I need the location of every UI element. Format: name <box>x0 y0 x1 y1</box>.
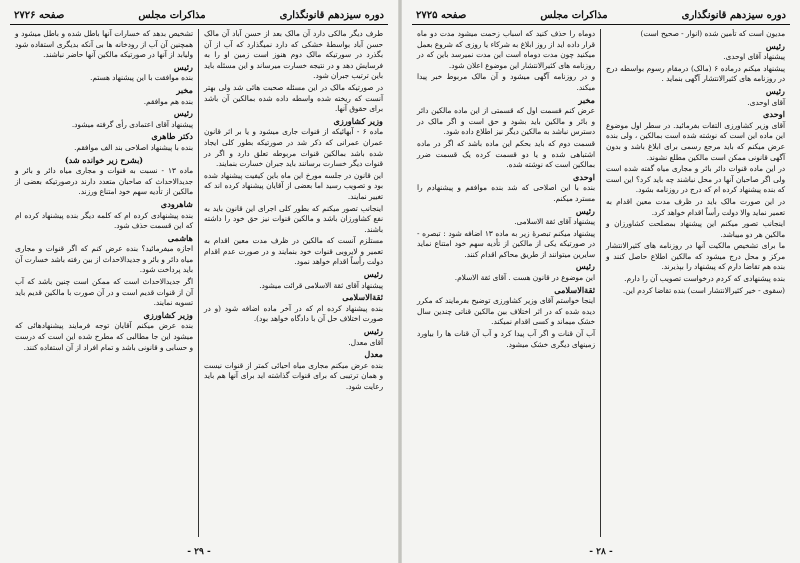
paragraph: مستلزم آنست که مالکین در ظرف مدت معین اقدام به تعمیر و لایروبی قنوات خود بنمایند و در صورت عدم اقدام دولت رأساً اقدام خواهد نمود. <box>204 236 383 267</box>
speaker-name: رئیس <box>765 40 785 51</box>
speaker-name: رئیس <box>575 205 595 216</box>
speaker-name: اوحدی <box>573 171 595 182</box>
paragraph: بنده با پیشنهاد اصلاحی بند الف موافقم. <box>74 142 193 152</box>
paragraph: (سقوی - خیر کثیرالانتشار است) بنده تقاضا کردم این. <box>622 285 785 295</box>
paragraph: بنده هم موافقم. <box>143 96 193 106</box>
paragraph: طرف دیگر مالکی دارد آن مالک بعد از حسن آباد آن مالک حسن آباد بواسطهٔ خشکی که دارد نمیگذارد که آب از آن بگذرد در سورتیکه مالک دوم هنوز است زمین او را به فرسایش دهد و در نتیجه خسارت میرساند و این مسئله باید باین ترتیب جبران شود. <box>204 29 383 81</box>
paragraph: ما برای تشخیص مالکیت آنها در روزنامه های کثیرالانتشار مرکز و محل درج میشود که مالکین اطلاع حاصل کنند و بنده هم تقاضا دارم که پیشنهاد را بپذیرند. <box>606 241 785 272</box>
paragraph: پیشنهاد میکنم درماده ۶ (مالک) درمقام رسوم بواسطه درج در روزنامه های کثیرالانتشار آگهی بنماید . <box>606 63 785 84</box>
speaker-name: ثقةالاسلامی <box>554 284 595 295</box>
paragraph: عرض کنم قسمت اول که قسمتی از این ماده مالکین دائر و بائر و مالکین باید بشود و حق است و اگر مالک در دسترس نباشد به مالکین دیگر نیز اطلاع داده شود. <box>417 106 595 137</box>
right-page-columns <box>412 29 790 537</box>
paragraph: اجازه میفرمائید؟ بنده عرض کنم که اگر قنوات و مجاری میاه دائر و بائر و جدیدالاحداث از بین رفته باشد خسارت آن باید پرداخت شود. <box>15 244 193 275</box>
paragraph: در صورتیکه مالک در این مسئله صحبت هائی شد ولی بهتر آنست که ریخته شده واسطه داده شده بمالکین آن باشد برای حقوق آنها. <box>204 82 383 114</box>
paragraph: پیشنهاد آقای ثقة الاسلامی قرائت میشود. <box>259 280 383 290</box>
paragraph: اگر جدیدالاحداث است که ممکن است چنین باشد که آب آن از قنوات قدیم است و در آن صورت با مالکین قدیم باید تسویه نمایند. <box>15 277 193 308</box>
speaker-name: وزیر کشاورزی <box>333 115 383 126</box>
paragraph: ماده ۶ - آبهائیکه از قنوات جاری میشود و یا بر اثر قانون عمران عمرانی که ذکر شد در صورتیکه بطور کلی ایجاد شده باشد بمالکین قنوات مربوطه تعلق دارد و اگر در قنوات دیگر خسارت برسانند باید جبران خسارت بنمایند. <box>204 127 383 169</box>
left-page-column-right <box>199 29 388 537</box>
paragraph: این موضوع در قانون هست . آقای ثقة الاسلام. <box>454 273 595 283</box>
paragraph: این قانون در جلسه مورخ این ماه باین کیفیت پیشنهاد شده بود و تصویب رسید اما بعضی از آقایان پیشنهاد کرده اند که تغییر نمایند. <box>204 170 383 201</box>
speaker-name: مخبر <box>176 84 193 95</box>
left-page-columns <box>10 29 388 537</box>
paragraph: قسمت دوم که باید بحکم این ماده باشد که اگر در ماده اشتباهی شده و یا دو قسمت کرده یک قسمت ضرر بمالکین است که نوشته شده. <box>417 138 595 170</box>
right-page-title: مذاکرات مجلس <box>540 9 608 21</box>
paragraph: پیشنهاد میکنم تبصرهٔ زیر به ماده ۱۳ اضافه شود : تبصره - در صورتیکه یکی از مالکین از تأدیه سهم خود امتناع نماید سایرین میتوانند از طریق محاکم اقدام کنند. <box>417 228 595 259</box>
speaker-name: هاشمی <box>167 232 193 243</box>
speaker-name: دکتر طاهری <box>151 131 193 142</box>
right-session-label: دوره سیزدهم قانونگذاری <box>681 9 786 21</box>
paragraph: ماده ۱۳ - نسبت به قنوات و مجاری میاه دائر و بائر و جدیدالاحداث که صاحبان متعدد دارند درصورتیکه بعضی از مالکین از تأدیه سهم خود امتناع ورزند. <box>15 166 194 197</box>
left-page <box>0 0 398 563</box>
speaker-name: رئیس <box>363 326 383 337</box>
right-page-header <box>412 6 790 25</box>
paragraph: تشخیص بدهد که خسارات آنها باطل شده و باطل میشود و همچنین آن آب از رودخانه ها بی آنکه بدیگری استفاده شود ولیابد از آنها در صورتیکه مالکین آنها حاضر نباشند. <box>15 29 193 60</box>
right-page-column-right <box>601 29 790 537</box>
speaker-name: رئیس <box>575 261 595 272</box>
speaker-name: مخبر <box>578 94 595 105</box>
paragraph: بنده پیشنهادی که کردم درخواست تصویب آن را دارم. <box>624 274 785 284</box>
paragraph: دوماه را حذف کنید که اسباب زحمت میشود مدت دو ماه قرار داده اید از روز ابلاغ به شرکاء یا روزی که شروع بعمل میکنید چون مدت دوماه است این مدت نمیرسد باین که در روزنامه های کثیرالانتشار این موضوع اعلان شود. <box>417 29 595 70</box>
centered-note: (بشرح زیر خوانده شد) <box>64 154 144 165</box>
paragraph: اینجا خواستم آقای وزیر کشاورزی توضیح بفرمایند که مکرر دیده شده که در اثر اختلاف بین مالکین قناتی چندین سال خشک میماند و کسی اقدام نمیکند. <box>417 296 595 327</box>
right-page <box>402 0 800 563</box>
paragraph: بنده با این اصلاحی که شد بنده موافقم و پیشنهادم را مسترد میکنم. <box>417 183 595 203</box>
right-page-number: صفحه ۲۷۲۵ <box>416 9 467 21</box>
paragraph: مدیون است که تأمین شده (انوار - صحیح است) <box>640 29 785 38</box>
left-page-title: مذاکرات مجلس <box>138 9 206 21</box>
speaker-name: رئیس <box>173 61 193 72</box>
speaker-name: رئیس <box>363 269 383 280</box>
speaker-name: اوحدی <box>763 109 785 120</box>
right-page-column-left <box>412 29 601 537</box>
right-page-footer: - ۲۸ - <box>589 547 613 557</box>
left-page-footer: - ۲۹ - <box>187 547 211 557</box>
paragraph: در این ماده قنوات دائر بائر و مجاری میاه گفته شده است ولی اگر صاحبان آنها در محل نباشند چه باید کرد؟ این است که بنده پیشنهاد کرده ام که درج در روزنامه بشود. <box>606 164 785 195</box>
paragraph: پیشنهاد آقای اعتمادی رأی گرفته میشود. <box>71 119 193 129</box>
left-page-number: صفحه ۲۷۲۶ <box>14 9 65 21</box>
speaker-name: رئیس <box>765 85 785 96</box>
paragraph: و در روزنامه آگهی میشود و آن مالک مربوط خبر پیدا میکند. <box>417 72 595 92</box>
paragraph: بنده پیشنهادی کرده ام که کلمه دیگر بنده پیشنهاد کرده ام که این قسمت حذف شود. <box>15 210 193 231</box>
left-page-header <box>10 6 388 25</box>
paragraph: پیشنهاد آقای اوحدی. <box>723 52 785 62</box>
paragraph: بنده عرض میکنم آقایان توجه فرمایند پیشنهادهائی که میشود این جا مطالبی که مطرح شده این است که درست و حسابی و قانونی باشد و تمام افراد از آن استفاده کنند. <box>15 321 193 352</box>
paragraph: آقای معدل. <box>348 337 383 347</box>
paragraph: پیشنهاد آقای ثقة الاسلامی. <box>514 217 595 227</box>
paragraph: در این صورت مالک باید در ظرف مدت معین اقدام به تعمیر نماید والا دولت رأساً اقدام خواهد کرد. <box>606 196 785 217</box>
left-page-column-left <box>10 29 199 537</box>
speaker-name: ثقةالاسلامی <box>342 292 383 303</box>
speaker-name: معدل <box>364 349 383 360</box>
paragraph: آقای اوحدی. <box>747 97 785 107</box>
paragraph: آب آن قنات و اگر آب پیدا کرد و آب آن قنات ها را بیاورد زمینهای دیگری خشک میشود. <box>417 329 595 349</box>
speaker-name: شاهرودی <box>160 198 193 209</box>
paragraph: اینجانب تصور میکنم این پیشنهاد بمصلحت کشاورزان و مالکین هر دو میباشد. <box>606 219 785 239</box>
speaker-name: رئیس <box>173 108 193 119</box>
paragraph: آقای وزیر کشاورزی التفات بفرمائید. در سطر اول موضوع این ماده این است که نوشته شده است بمالکین ، ولی بنده عرض میکنم که باید مرجع رسمی برای ابلاغ باشد و بدون آگهی قانونی ممکن است مالکین مطلع نشوند. <box>606 120 785 162</box>
speaker-name: وزیر کشاورزی <box>143 309 193 320</box>
paragraph: بنده پیشنهاد کرده ام که در آخر ماده اضافه شود (و در صورت اختلاف حل آن با دادگاه خواهد بود). <box>204 303 383 324</box>
paragraph: بنده موافقت با این پیشنهاد هستم. <box>90 73 193 83</box>
left-session-label: دوره سیزدهم قانونگذاری <box>279 9 384 21</box>
paragraph: اینجانب تصور میکنم که بطور کلی اجرای این قانون باید به نفع کشاورزان باشد و مالکین قنوات نیز حق خود را داشته باشند. <box>204 203 383 234</box>
paragraph: بنده عرض میکنم مجاری میاه احیائی کمتر از قنوات نیست و همان ترتیبی که برای قنوات گذاشته اید برای آنها هم باید رعایت شود. <box>204 360 383 391</box>
